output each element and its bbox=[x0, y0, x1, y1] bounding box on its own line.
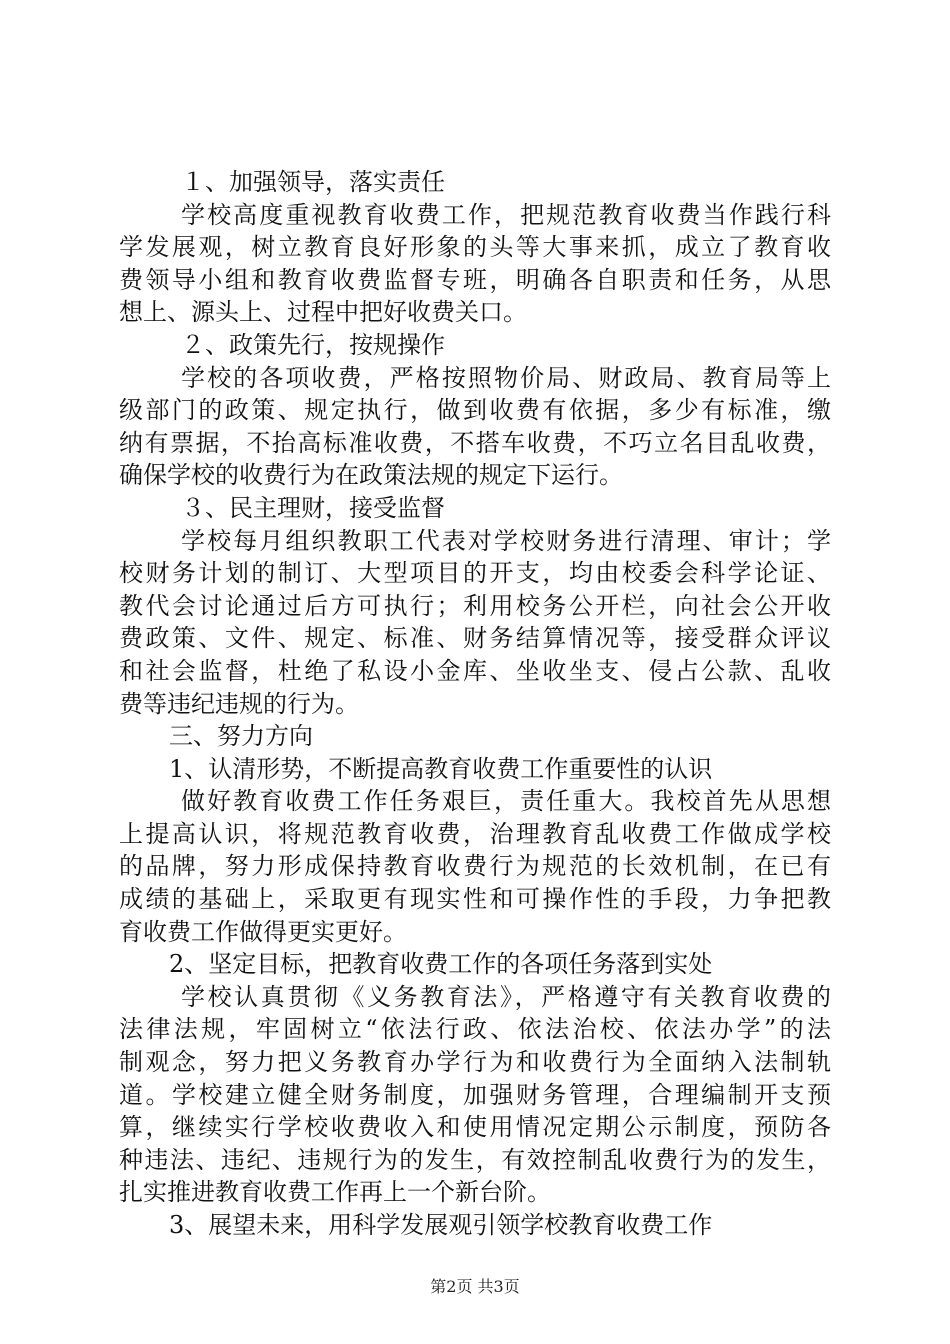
page-footer: 第2页 共3页 bbox=[430, 1277, 520, 1296]
subsection-1-line-5: 育收费工作做得更实更好。 bbox=[119, 917, 407, 946]
section-3-line-3: 教代会讨论通过后方可执行；利用校务公开栏，向社会公开收 bbox=[119, 591, 831, 620]
subsection-3-heading: 3、展望未来，用科学发展观引领学校教育收费工作 bbox=[169, 1211, 713, 1239]
subsection-2-line-5: 算，继续实行学校收费收入和使用情况定期公示制度，预防各 bbox=[119, 1113, 831, 1142]
section-1-line-4: 想上、源头上、过程中把好收费关口。 bbox=[119, 298, 527, 327]
subsection-1-heading: 1、认清形势，不断提高教育收费工作重要性的认识 bbox=[169, 754, 713, 783]
section-2-line-3: 纳有票据，不抬高标准收费，不搭车收费，不巧立名目乱收费， bbox=[119, 428, 831, 457]
section-3-heading: ３、民主理财，接受监督 bbox=[181, 493, 445, 522]
section-2-heading: ２、政策先行，按规操作 bbox=[181, 330, 445, 359]
section-3-line-4: 费政策、文件、规定、标准、财务结算情况等，接受群众评议 bbox=[119, 624, 831, 653]
subsection-2-line-3: 制观念，努力把义务教育办学行为和收费行为全面纳入法制轨 bbox=[119, 1048, 831, 1077]
section-3-line-5: 和社会监督，杜绝了私设小金库、坐收坐支、侵占公款、乱收 bbox=[119, 656, 831, 685]
section-1-line-2: 学发展观，树立教育良好形象的头等大事来抓，成立了教育收 bbox=[119, 233, 831, 262]
subsection-2-line-1: 学校认真贯彻《义务教育法》，严格遵守有关教育收费的 bbox=[181, 982, 831, 1011]
document-body bbox=[119, 166, 831, 1242]
section-2-line-4: 确保学校的收费行为在政策法规的规定下运行。 bbox=[119, 461, 623, 490]
subsection-2-line-2: 法律法规，牢固树立“依法行政、依法治校、依法办学”的法 bbox=[119, 1015, 831, 1044]
subsection-1-line-4: 成绩的基础上，采取更有现实性和可操作性的手段，力争把教 bbox=[119, 885, 831, 914]
subsection-1-line-1: 做好教育收费工作任务艰巨，责任重大。我校首先从思想 bbox=[181, 787, 831, 816]
subsection-2-line-6: 种违法、违纪、违规行为的发生，有效控制乱收费行为的发生， bbox=[119, 1145, 831, 1174]
subsection-2-line-4: 道。学校建立健全财务制度，加强财务管理，合理编制开支预 bbox=[119, 1080, 831, 1109]
section-2-line-1: 学校的各项收费，严格按照物价局、财政局、教育局等上 bbox=[181, 363, 831, 392]
subsection-1-line-2: 上提高认识，将规范教育收费，治理教育乱收费工作做成学校 bbox=[119, 819, 831, 848]
section-2-line-2: 级部门的政策、规定执行，做到收费有依据，多少有标准，缴 bbox=[119, 396, 831, 425]
subsection-2-heading: 2、坚定目标，把教育收费工作的各项任务落到实处 bbox=[169, 950, 713, 979]
section-3-line-1: 学校每月组织教职工代表对学校财务进行清理、审计；学 bbox=[181, 526, 831, 555]
section-1-heading: １、加强领导，落实责任 bbox=[181, 168, 445, 196]
section-1-line-3: 费领导小组和教育收费监督专班，明确各自职责和任务，从思 bbox=[119, 265, 831, 294]
section-3-line-2: 校财务计划的制订、大型项目的开支，均由校委会科学论证、 bbox=[119, 559, 831, 588]
subsection-1-line-3: 的品牌，努力形成保持教育收费行为规范的长效机制，在已有 bbox=[119, 852, 831, 881]
section-1-line-1: 学校高度重视教育收费工作，把规范教育收费当作践行科 bbox=[181, 200, 831, 229]
section-3-line-6: 费等违纪违规的行为。 bbox=[119, 689, 359, 718]
chapter-3-heading: 三、努力方向 bbox=[169, 722, 313, 751]
subsection-2-line-7: 扎实推进教育收费工作再上一个新台阶。 bbox=[119, 1178, 551, 1207]
